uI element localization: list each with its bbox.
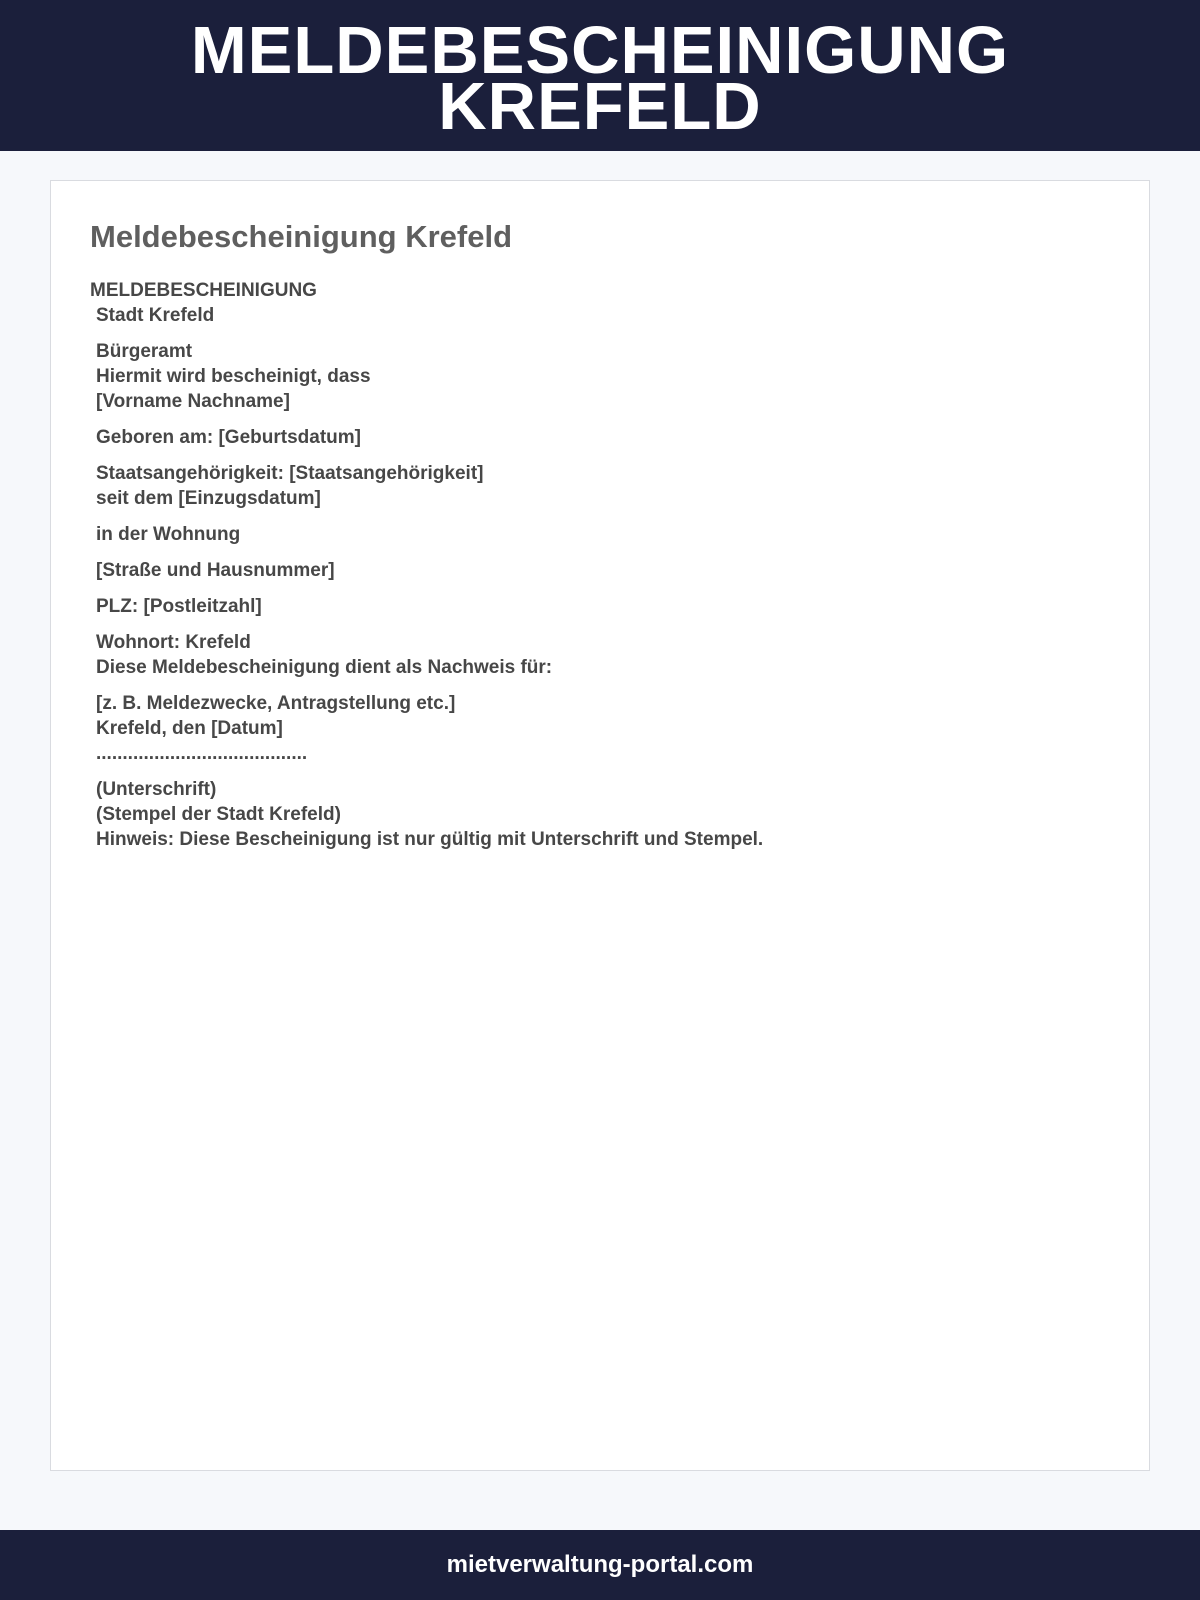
document-line-certify: Hiermit wird bescheinigt, dass [96,366,371,387]
document-line-residence: Wohnort: Krefeld [96,632,251,653]
document-line-name: [Vorname Nachname] [96,391,290,412]
footer-site-name: mietverwaltung-portal.com [446,1551,754,1578]
document-line-office: Bürgeramt [96,341,193,362]
document-body [90,278,1110,852]
document-line-postcode: PLZ: [Postleitzahl] [96,596,262,617]
document-card [50,180,1150,1471]
document-line-nationality: Staatsangehörigkeit: [Staatsangehörigkeit] [96,463,484,484]
signature-dotted-line: ........................................ [96,743,308,764]
footer-banner [0,1530,1200,1600]
document-line-notice: Hinweis: Diese Bescheinigung ist nur gültig mit Unterschrift und Stempel. [96,829,764,850]
document-line-move-in: seit dem [Einzugsdatum] [96,488,321,509]
document-line-street: [Straße und Hausnummer] [96,560,335,581]
banner-title-line-1: MELDEBESCHEINIGUNG [190,13,1010,88]
document-line-purpose: [z. B. Meldezwecke, Antragstellung etc.] [96,693,456,714]
document-line-purpose-intro: Diese Meldebescheinigung dient als Nachweis für: [96,657,553,678]
document-line-place-date: Krefeld, den [Datum] [96,718,283,739]
document-line-birthdate: Geboren am: [Geburtsdatum] [96,427,361,448]
document-line-type: MELDEBESCHEINIGUNG [90,280,317,301]
document-line-stamp: (Stempel der Stadt Krefeld) [96,804,341,825]
banner-title-line-2: KREFELD [438,69,762,144]
document-line-apartment: in der Wohnung [96,524,241,545]
title-banner [0,0,1200,151]
document-heading: Meldebescheinigung Krefeld [90,219,513,254]
document-line-city: Stadt Krefeld [96,305,215,326]
document-line-signature: (Unterschrift) [96,779,217,800]
